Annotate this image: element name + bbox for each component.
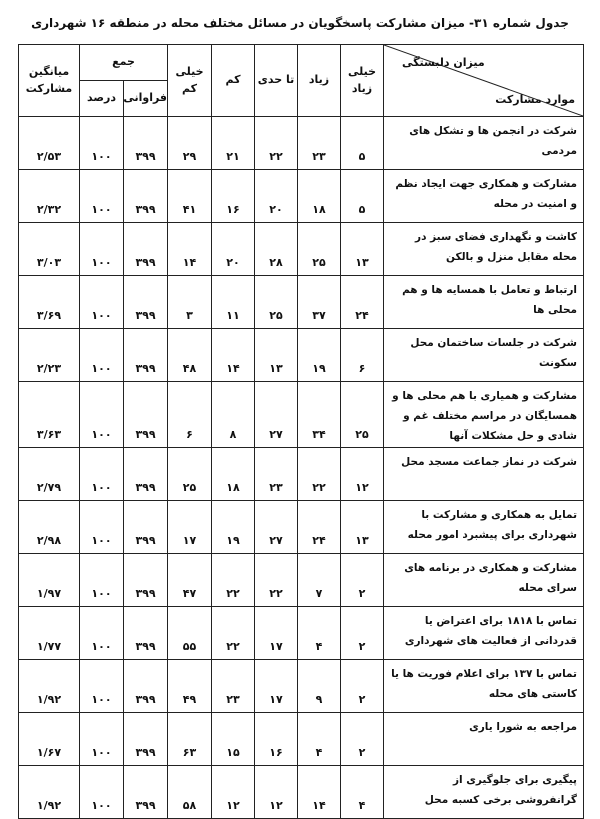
- header-medium: تا حدی: [255, 45, 298, 117]
- cell-frequency: ۳۹۹: [124, 276, 168, 329]
- cell-frequency: ۳۹۹: [124, 329, 168, 382]
- cell-frequency: ۳۹۹: [124, 500, 168, 553]
- cell-frequency: ۳۹۹: [124, 223, 168, 276]
- table-row: [19, 276, 584, 329]
- table-row: [19, 500, 584, 553]
- cell-medium: ۱۶: [255, 712, 298, 765]
- cell-average: ۲/۳۲: [19, 170, 80, 223]
- cell-low: ۸: [212, 382, 255, 448]
- cell-medium: ۲۷: [255, 500, 298, 553]
- cell-frequency: ۳۹۹: [124, 170, 168, 223]
- cell-very-low: ۳: [168, 276, 212, 329]
- table-row: [19, 659, 584, 712]
- cell-very-high: ۱۳: [341, 500, 384, 553]
- corner-label-items: موارد مشارکت: [495, 92, 576, 106]
- cell-average: ۳/۶۳: [19, 382, 80, 448]
- cell-average: ۲/۹۸: [19, 500, 80, 553]
- row-item-label: مشارکت و همیاری با هم محلی ها و همسایگان در مراسم مختلف غم و شادی و حل مشکلات آنها: [384, 382, 584, 448]
- cell-very-low: ۲۹: [168, 117, 212, 170]
- cell-average: ۲/۵۳: [19, 117, 80, 170]
- cell-high: ۲۵: [298, 223, 341, 276]
- cell-low: ۱۱: [212, 276, 255, 329]
- cell-very-low: ۲۵: [168, 447, 212, 500]
- cell-frequency: ۳۹۹: [124, 447, 168, 500]
- cell-average: ۱/۷۷: [19, 606, 80, 659]
- cell-percent: ۱۰۰: [80, 382, 124, 448]
- cell-medium: ۲۵: [255, 276, 298, 329]
- cell-high: ۱۸: [298, 170, 341, 223]
- cell-very-low: ۴۷: [168, 553, 212, 606]
- cell-frequency: ۳۹۹: [124, 117, 168, 170]
- cell-low: ۱۸: [212, 447, 255, 500]
- cell-very-low: ۶۳: [168, 712, 212, 765]
- cell-frequency: ۳۹۹: [124, 382, 168, 448]
- cell-medium: ۲۷: [255, 382, 298, 448]
- cell-frequency: ۳۹۹: [124, 553, 168, 606]
- cell-high: ۹: [298, 659, 341, 712]
- cell-low: ۱۶: [212, 170, 255, 223]
- header-percent: درصد: [80, 81, 124, 117]
- cell-high: ۴: [298, 712, 341, 765]
- cell-very-high: ۲: [341, 659, 384, 712]
- cell-very-low: ۵۸: [168, 765, 212, 818]
- row-item-label: تمایل به همکاری و مشارکت با شهرداری برای پیشبرد امور محله: [384, 500, 584, 553]
- corner-label-attachment: میزان دلبستگی: [402, 56, 485, 69]
- cell-high: ۴: [298, 606, 341, 659]
- cell-very-low: ۴۹: [168, 659, 212, 712]
- cell-low: ۱۲: [212, 765, 255, 818]
- cell-high: ۳۷: [298, 276, 341, 329]
- header-average: میانگین مشارکت: [19, 45, 80, 117]
- header-very-high: خیلی زیاد: [341, 45, 384, 117]
- table-row: [19, 329, 584, 382]
- table-body: [19, 117, 584, 819]
- cell-average: ۱/۹۲: [19, 765, 80, 818]
- cell-average: ۳/۶۹: [19, 276, 80, 329]
- cell-medium: ۲۲: [255, 553, 298, 606]
- cell-percent: ۱۰۰: [80, 765, 124, 818]
- table-caption: جدول شماره ۳۱- میزان مشارکت پاسخگویان در مسائل مختلف محله در منطقه ۱۶ شهرداری: [31, 16, 569, 30]
- cell-frequency: ۳۹۹: [124, 659, 168, 712]
- cell-medium: ۲۲: [255, 117, 298, 170]
- cell-very-high: ۲: [341, 712, 384, 765]
- row-item-label: مشارکت و همکاری در برنامه های سرای محله: [384, 553, 584, 606]
- cell-very-high: ۶: [341, 329, 384, 382]
- cell-high: ۲۳: [298, 117, 341, 170]
- table-row: [19, 382, 584, 448]
- cell-percent: ۱۰۰: [80, 659, 124, 712]
- cell-high: ۱۴: [298, 765, 341, 818]
- table-row: [19, 170, 584, 223]
- cell-very-high: ۲: [341, 553, 384, 606]
- participation-table: [18, 44, 584, 819]
- cell-frequency: ۳۹۹: [124, 765, 168, 818]
- header-frequency: فراوانی: [124, 81, 168, 117]
- table-row: [19, 765, 584, 818]
- cell-low: ۲۱: [212, 117, 255, 170]
- table-row: [19, 553, 584, 606]
- cell-average: ۱/۹۲: [19, 659, 80, 712]
- cell-very-low: ۱۷: [168, 500, 212, 553]
- cell-very-high: ۵: [341, 170, 384, 223]
- header-high: زیاد: [298, 45, 341, 117]
- row-item-label: کاشت و نگهداری فضای سبز در محله مقابل منزل و بالکن: [384, 223, 584, 276]
- cell-low: ۱۴: [212, 329, 255, 382]
- cell-average: ۲/۲۳: [19, 329, 80, 382]
- cell-percent: ۱۰۰: [80, 117, 124, 170]
- cell-percent: ۱۰۰: [80, 276, 124, 329]
- row-item-label: تماس با ۱۸۱۸ برای اعتراض یا قدردانی از فعالیت های شهرداری: [384, 606, 584, 659]
- cell-very-high: ۱۲: [341, 447, 384, 500]
- cell-very-low: ۴۸: [168, 329, 212, 382]
- corner-header-cell: [384, 45, 584, 117]
- cell-percent: ۱۰۰: [80, 329, 124, 382]
- cell-medium: ۱۲: [255, 765, 298, 818]
- cell-very-high: ۲۴: [341, 276, 384, 329]
- cell-average: ۲/۷۹: [19, 447, 80, 500]
- cell-percent: ۱۰۰: [80, 170, 124, 223]
- cell-percent: ۱۰۰: [80, 500, 124, 553]
- cell-very-high: ۱۳: [341, 223, 384, 276]
- cell-high: ۲۴: [298, 500, 341, 553]
- cell-low: ۱۹: [212, 500, 255, 553]
- cell-medium: ۱۷: [255, 659, 298, 712]
- cell-percent: ۱۰۰: [80, 553, 124, 606]
- cell-frequency: ۳۹۹: [124, 712, 168, 765]
- cell-very-high: ۲: [341, 606, 384, 659]
- row-item-label: شرکت در انجمن ها و تشکل های مردمی: [384, 117, 584, 170]
- cell-average: ۱/۶۷: [19, 712, 80, 765]
- cell-very-high: ۴: [341, 765, 384, 818]
- cell-low: ۱۵: [212, 712, 255, 765]
- table-row: [19, 117, 584, 170]
- cell-medium: ۲۰: [255, 170, 298, 223]
- cell-very-low: ۱۴: [168, 223, 212, 276]
- cell-high: ۲۲: [298, 447, 341, 500]
- table-row: [19, 223, 584, 276]
- cell-medium: ۱۳: [255, 329, 298, 382]
- table-row: [19, 447, 584, 500]
- cell-high: ۱۹: [298, 329, 341, 382]
- header-very-low: خیلی کم: [168, 45, 212, 117]
- cell-average: ۳/۰۳: [19, 223, 80, 276]
- cell-very-low: ۶: [168, 382, 212, 448]
- cell-medium: ۲۸: [255, 223, 298, 276]
- cell-very-high: ۵: [341, 117, 384, 170]
- cell-high: ۷: [298, 553, 341, 606]
- cell-very-low: ۴۱: [168, 170, 212, 223]
- row-item-label: تماس با ۱۳۷ برای اعلام فوریت ها یا کاستی های محله: [384, 659, 584, 712]
- cell-percent: ۱۰۰: [80, 712, 124, 765]
- cell-high: ۳۴: [298, 382, 341, 448]
- table-row: [19, 712, 584, 765]
- row-item-label: ارتباط و تعامل با همسایه ها و هم محلی ها: [384, 276, 584, 329]
- cell-average: ۱/۹۷: [19, 553, 80, 606]
- cell-low: ۲۰: [212, 223, 255, 276]
- header-total: جمع: [80, 45, 168, 81]
- row-item-label: مراجعه به شورا یاری: [384, 712, 584, 765]
- cell-medium: ۱۷: [255, 606, 298, 659]
- header-low: کم: [212, 45, 255, 117]
- cell-percent: ۱۰۰: [80, 606, 124, 659]
- row-item-label: شرکت در نماز جماعت مسجد محل: [384, 447, 584, 500]
- cell-frequency: ۳۹۹: [124, 606, 168, 659]
- cell-very-low: ۵۵: [168, 606, 212, 659]
- row-item-label: شرکت در جلسات ساختمان محل سکونت: [384, 329, 584, 382]
- cell-medium: ۲۳: [255, 447, 298, 500]
- cell-very-high: ۲۵: [341, 382, 384, 448]
- row-item-label: پیگیری برای جلوگیری از گرانفروشی برخی کسبه محل: [384, 765, 584, 818]
- cell-low: ۲۲: [212, 606, 255, 659]
- cell-percent: ۱۰۰: [80, 223, 124, 276]
- row-item-label: مشارکت و همکاری جهت ایجاد نظم و امنیت در محله: [384, 170, 584, 223]
- table-row: [19, 606, 584, 659]
- cell-low: ۲۲: [212, 553, 255, 606]
- cell-low: ۲۳: [212, 659, 255, 712]
- cell-percent: ۱۰۰: [80, 447, 124, 500]
